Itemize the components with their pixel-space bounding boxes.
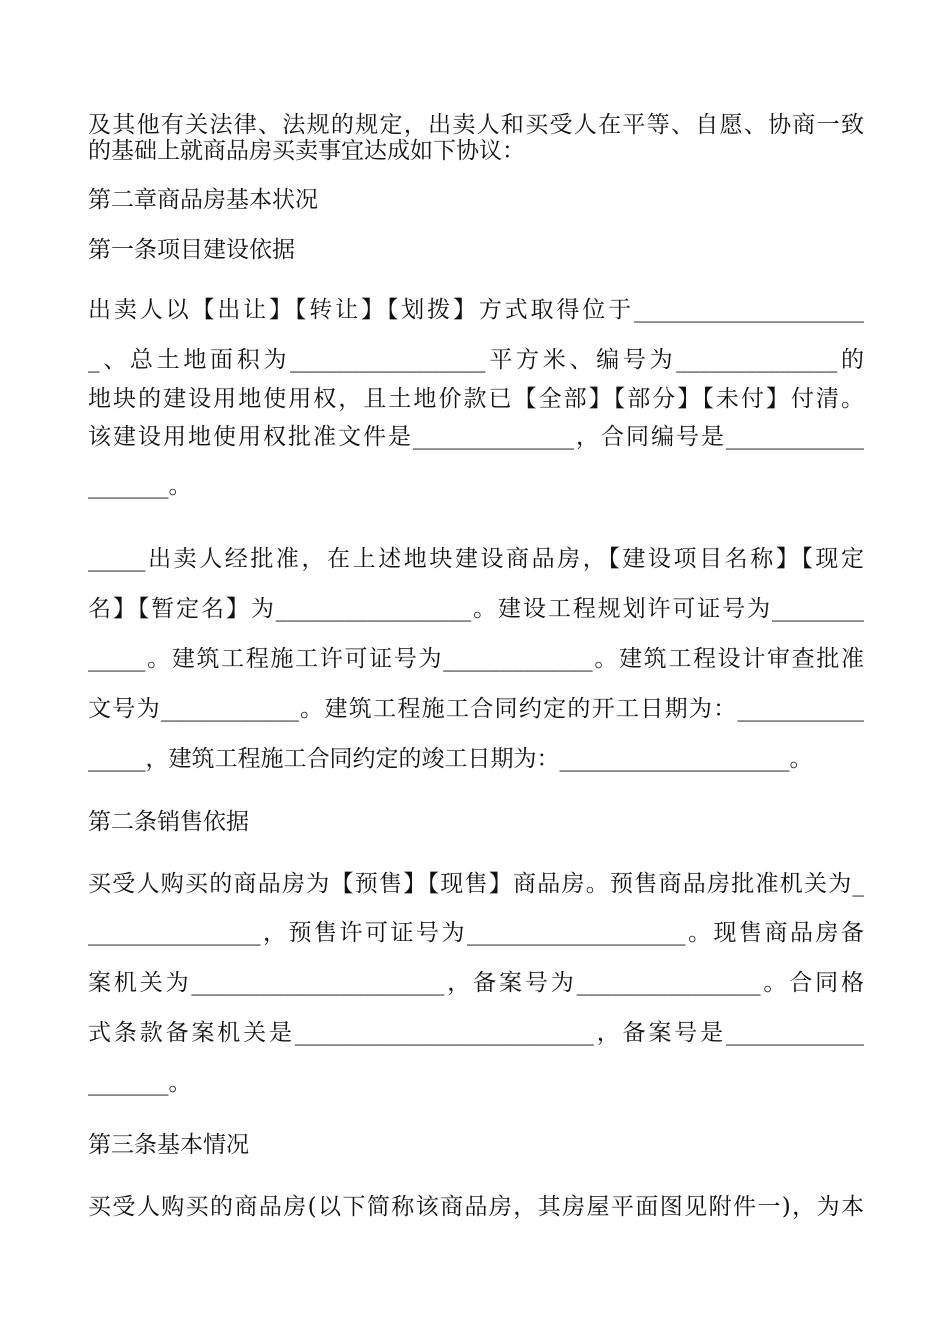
article-1-para2-line-4: 文号为____________。建筑工程施工合同约定的开工日期为：___________ [88, 696, 864, 722]
article-1-line-5: _______。 [88, 473, 192, 499]
article-1-title: 第一条项目建设依据 [88, 237, 295, 263]
article-1-para2-line-5: _____，建筑工程施工合同约定的竣工日期为：____________________。 [88, 746, 813, 772]
article-3-title: 第三条基本情况 [88, 1132, 249, 1158]
article-2-title: 第二条销售依据 [88, 809, 249, 835]
article-1-para2-line-2: 名】【暂定名】为_________________。建设工程规划许可证号为________ [88, 596, 864, 622]
article-2-line-1: 买受人购买的商品房为【预售】【现售】商品房。预售商品房批准机关为_ [88, 871, 864, 897]
article-1-para2-line-3: _____。建筑工程施工许可证号为_____________。建筑工程设计审查批准 [88, 646, 864, 672]
article-2-line-3: 案机关为______________________，备案号为________________。合同格 [88, 970, 864, 996]
article-1-line-3: 地块的建设用地使用权，且土地价款已【全部】【部分】【未付】付清。 [88, 386, 864, 412]
article-1-para2-line-1: _____出卖人经批准，在上述地块建设商品房，【建设项目名称】【现定 [88, 546, 864, 572]
chapter-title: 第二章商品房基本状况 [88, 187, 318, 213]
article-1-line-2: _、总土地面积为_________________平方米、编号为______________的 [88, 347, 864, 373]
article-2-line-4: 式条款备案机关是__________________________，备案号是____________ [88, 1020, 864, 1046]
article-3-line-1: 买受人购买的商品房(以下简称该商品房，其房屋平面图见附件一)，为本 [88, 1194, 864, 1220]
article-1-line-4: 该建设用地使用权批准文件是______________，合同编号是____________ [88, 424, 864, 450]
article-2-line-5: _______。 [88, 1070, 192, 1096]
article-1-line-1: 出卖人以【出让】【转让】【划拨】方式取得位于____________________ [88, 297, 864, 323]
article-2-line-2: _______________，预售许可证号为___________________。现售商品房备 [88, 920, 864, 946]
intro-line-1: 及其他有关法律、法规的规定，出卖人和买受人在平等、自愿、协商一致 [88, 112, 864, 138]
intro-line-2: 的基础上就商品房买卖事宜达成如下协议： [88, 138, 525, 164]
